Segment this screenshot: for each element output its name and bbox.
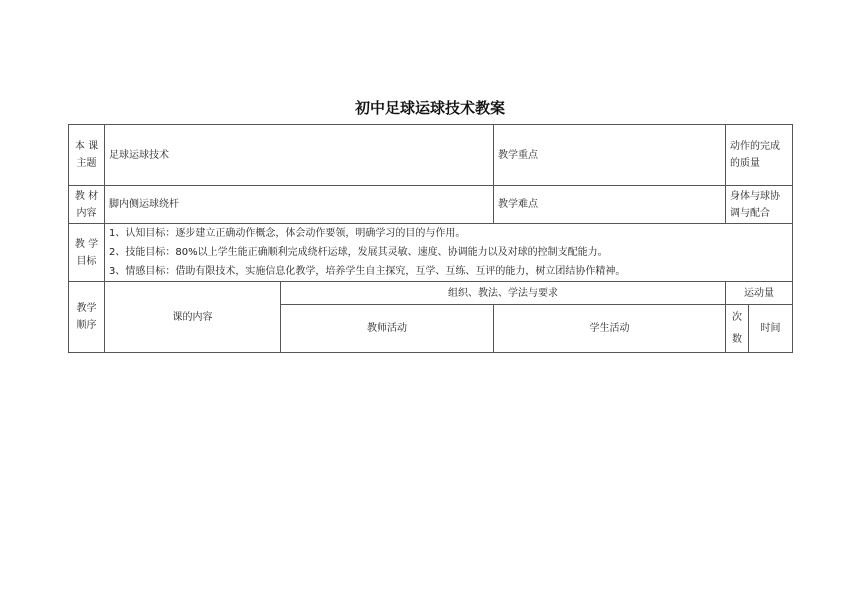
topic-label-line1: 本 课 <box>74 141 99 152</box>
material-value: 脚内侧运球绕杆 <box>105 186 494 224</box>
order-header-line2: 顺序 <box>76 320 97 331</box>
order-header-line1: 教学 <box>76 303 97 314</box>
material-label-line2: 内容 <box>76 207 97 219</box>
times-header-line2: 数 <box>732 333 742 345</box>
document-title: 初中足球运球技术教案 <box>354 99 505 117</box>
teacher-activity-header: 教师活动 <box>281 305 494 353</box>
goal-skill: 2、技能目标：80%以上学生能正确顺利完成绕杆运球，发展其灵敏、速度、协调能力以及对球的控制支配能力。 <box>109 247 608 258</box>
lesson-plan-table <box>68 124 793 353</box>
topic-label-cell <box>69 125 105 186</box>
student-activity-header: 学生活动 <box>494 305 726 353</box>
times-header-line1: 次 <box>732 311 742 323</box>
goal-cognitive: 1、认知目标：逐步建立正确动作概念，体会动作要领，明确学习的目的与作用。 <box>109 228 466 239</box>
goals-cell <box>105 224 793 282</box>
key-point-value: 动作的完成的质量 <box>726 125 793 186</box>
row-teaching-material <box>69 186 793 224</box>
key-point-label: 教学重点 <box>494 125 726 186</box>
topic-label-line2: 主题 <box>76 158 97 169</box>
difficulty-value: 身体与球协调与配合 <box>726 186 793 224</box>
time-header: 时间 <box>749 305 793 353</box>
goals-label-line2: 目标 <box>76 255 97 267</box>
times-header <box>726 305 749 353</box>
material-label-line1: 教 材 <box>74 190 99 202</box>
content-header: 课的内容 <box>105 282 281 353</box>
material-label-cell <box>69 186 105 224</box>
difficulty-label: 教学难点 <box>494 186 726 224</box>
organization-header: 组织、教法、学法与要求 <box>281 282 726 305</box>
order-header <box>69 282 105 353</box>
goal-affective: 3、情感目标：借助有限技术，实施信息化教学，培养学生自主探究，互学、互练、互评的能力，树立团结协作精神。 <box>109 266 626 277</box>
goals-label-cell <box>69 224 105 282</box>
row-lesson-topic <box>69 125 793 186</box>
goals-label-line1: 教 学 <box>74 238 99 250</box>
topic-value: 足球运球技术 <box>105 125 494 186</box>
row-teaching-goals <box>69 224 793 282</box>
row-header-top <box>69 282 793 305</box>
exercise-load-header: 运动量 <box>726 282 793 305</box>
